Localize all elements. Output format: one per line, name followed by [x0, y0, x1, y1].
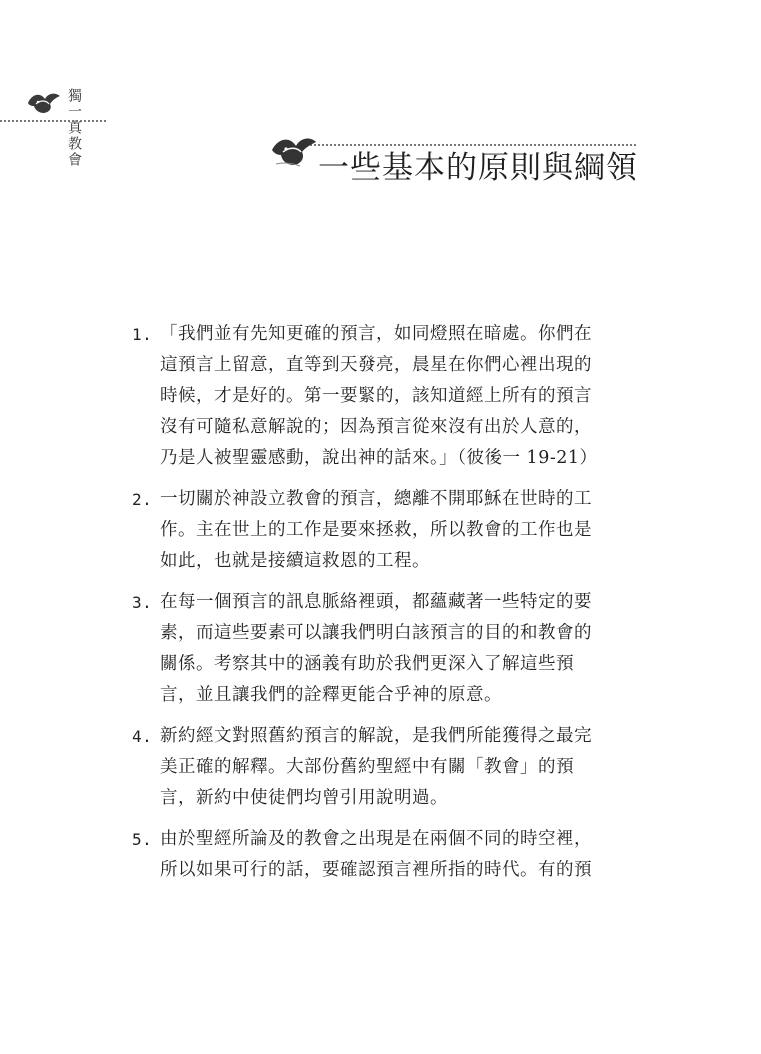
text-line: 新約經文對照舊約預言的解說，是我們所能獲得之最完 [160, 726, 592, 746]
text-line: 由於聖經所論及的教會之出現是在兩個不同的時空裡， [160, 829, 592, 849]
item-number: 4. [132, 727, 153, 746]
text-line: 言，並且讓我們的詮釋更能合乎神的原意。 [160, 685, 502, 705]
text-line: 一切關於神設立教會的預言，總離不開耶穌在世時的工 [160, 489, 592, 509]
text-line: 作。主在世上的工作是要來拯救，所以教會的工作也是 [160, 520, 592, 540]
text-line: 乃是人被聖靈感動，說出神的話來。」（彼後一 19-21） [160, 448, 598, 468]
bird-icon [270, 134, 318, 172]
list-item [132, 587, 632, 711]
item-number: 2. [132, 490, 153, 509]
chapter-heading [266, 126, 636, 196]
list-item [132, 484, 632, 577]
dotted-rule [0, 120, 106, 122]
text-line: 素，而這些要素可以讓我們明白該預言的目的和教會的 [160, 623, 592, 643]
principles-list [132, 319, 632, 896]
text-line: 關係。考察其中的涵義有助於我們更深入了解這些預 [160, 654, 574, 674]
text-line: 美正確的解釋。大部份舊約聖經中有關「教會」的預 [160, 757, 574, 777]
list-item [132, 721, 632, 814]
text-line: 「我們並有先知更確的預言，如同燈照在暗處。你們在 [160, 324, 592, 344]
item-number: 1. [132, 325, 153, 344]
list-item [132, 824, 632, 886]
running-head-title: 獨一真教會 [66, 88, 82, 168]
chapter-title: 一些基本的原則與綱領 [318, 150, 638, 186]
text-line: 所以如果可行的話，要確認預言裡所指的時代。有的預 [160, 860, 592, 880]
text-line: 沒有可隨私意解說的；因為預言從來沒有出於人意的， [160, 417, 592, 437]
bird-icon [26, 90, 62, 120]
text-line: 在每一個預言的訊息脈絡裡頭，都蘊藏著一些特定的要 [160, 592, 592, 612]
text-line: 言，新約中使徒們均曾引用說明過。 [160, 788, 448, 808]
text-line: 這預言上留意，直等到天發亮，晨星在你們心裡出現的 [160, 355, 592, 375]
running-head [0, 84, 120, 184]
list-item [132, 319, 632, 474]
item-number: 5. [132, 830, 153, 849]
text-line: 如此，也就是接續這救恩的工程。 [160, 551, 430, 571]
text-line: 時候，才是好的。第一要緊的，該知道經上所有的預言 [160, 386, 592, 406]
dotted-rule [306, 144, 636, 146]
item-number: 3. [132, 593, 153, 612]
